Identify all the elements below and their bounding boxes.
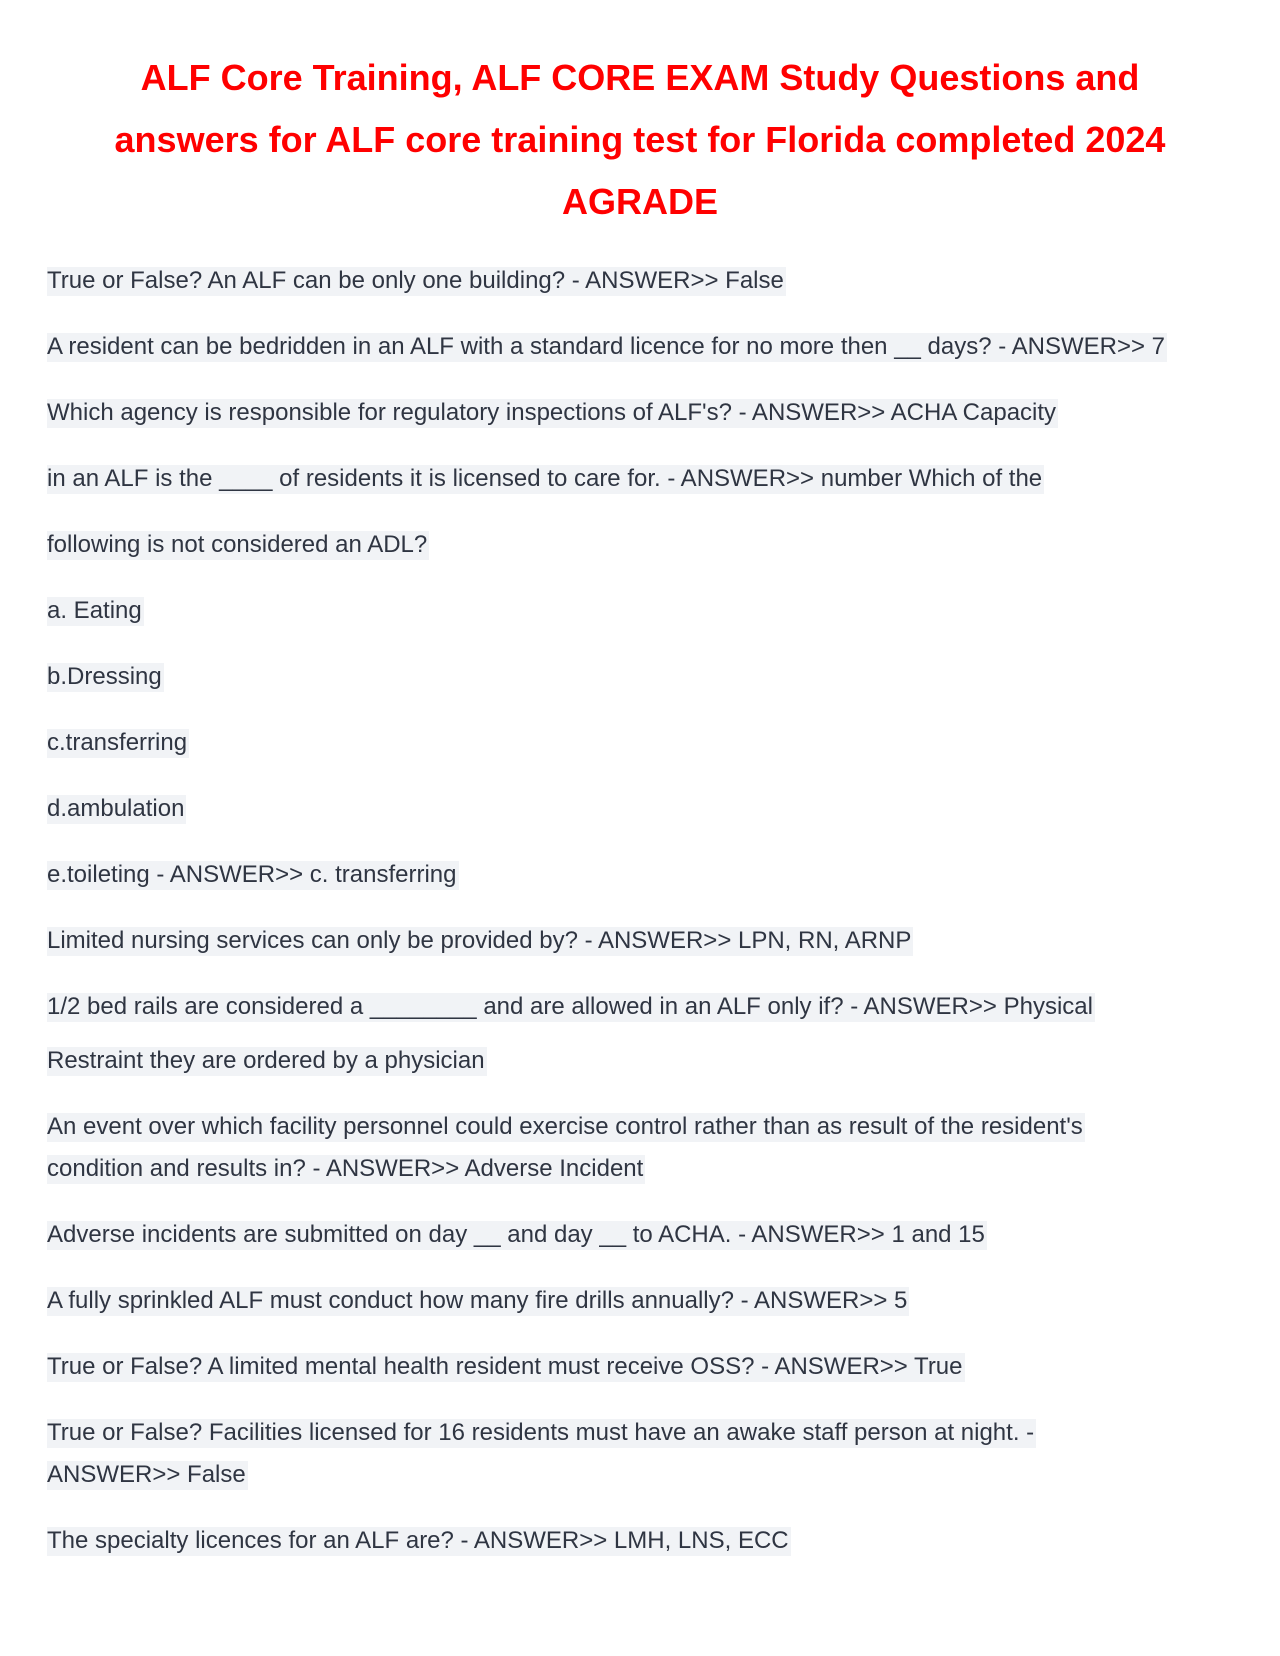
qa-line [47, 464, 1044, 494]
document-title-line-3: AGRADE [561, 181, 718, 222]
document-title-line-1: ALF Core Training, ALF CORE EXAM Study Questions and [140, 57, 1140, 98]
qa-line [47, 1460, 248, 1490]
qa-text: ANSWER>> False [47, 1461, 246, 1488]
qa-text: in an ALF is the ____ of residents it is licensed to care for. - ANSWER>> number Which of the [47, 465, 1043, 492]
option-line [47, 728, 189, 758]
qa-text: The specialty licences for an ALF are? - ANSWER>> LMH, LNS, ECC [47, 1527, 789, 1554]
qa-text: Limited nursing services can only be provided by? - ANSWER>> LPN, RN, ARNP [47, 927, 912, 954]
option-text: e.toileting - ANSWER>> c. transferring [47, 861, 457, 888]
qa-line [47, 1526, 791, 1556]
qa-line [47, 992, 1095, 1022]
qa-line [47, 398, 1058, 428]
qa-line [47, 1286, 909, 1316]
qa-text: Adverse incidents are submitted on day __ and day __ to ACHA. - ANSWER>> 1 and 15 [47, 1221, 985, 1248]
qa-text: A resident can be bedridden in an ALF with a standard licence for no more then __ days? - ANSWER>> 7 [47, 333, 1165, 360]
qa-line [47, 1112, 1085, 1142]
qa-text: True or False? Facilities licensed for 16 residents must have an awake staff person at night. - [47, 1419, 1035, 1446]
qa-line [47, 1220, 987, 1250]
option-line [47, 596, 144, 626]
option-text: d.ambulation [47, 795, 185, 822]
qa-line [47, 266, 786, 296]
qa-text: A fully sprinkled ALF must conduct how many fire drills annually? - ANSWER>> 5 [47, 1287, 908, 1314]
qa-text: Which agency is responsible for regulatory inspections of ALF's? - ANSWER>> ACHA Capacity [47, 399, 1057, 426]
qa-text: condition and results in? - ANSWER>> Adverse Incident [47, 1155, 644, 1182]
option-line [47, 794, 186, 824]
qa-line [47, 1154, 645, 1184]
qa-line [47, 1418, 1036, 1448]
option-text: a. Eating [47, 597, 142, 624]
qa-text: following is not considered an ADL? [47, 531, 428, 558]
option-line [47, 662, 164, 692]
option-text: c.transferring [47, 729, 188, 756]
option-text: b.Dressing [47, 663, 162, 690]
qa-line [47, 332, 1167, 362]
qa-text: Restraint they are ordered by a physician [47, 1047, 485, 1074]
qa-text: 1/2 bed rails are considered a ________ and are allowed in an ALF only if? - ANSWER>> Physical [47, 993, 1093, 1020]
qa-line [47, 1046, 487, 1076]
qa-line [47, 1352, 965, 1382]
option-line [47, 860, 459, 890]
qa-text: True or False? A limited mental health resident must receive OSS? - ANSWER>> True [47, 1353, 963, 1380]
document-title-line-2: answers for ALF core training test for Florida completed 2024 [114, 119, 1166, 160]
qa-line [47, 530, 429, 560]
qa-line [47, 926, 913, 956]
qa-text: True or False? An ALF can be only one building? - ANSWER>> False [47, 267, 784, 294]
qa-text: An event over which facility personnel could exercise control rather than as result of the resident's [47, 1113, 1083, 1140]
